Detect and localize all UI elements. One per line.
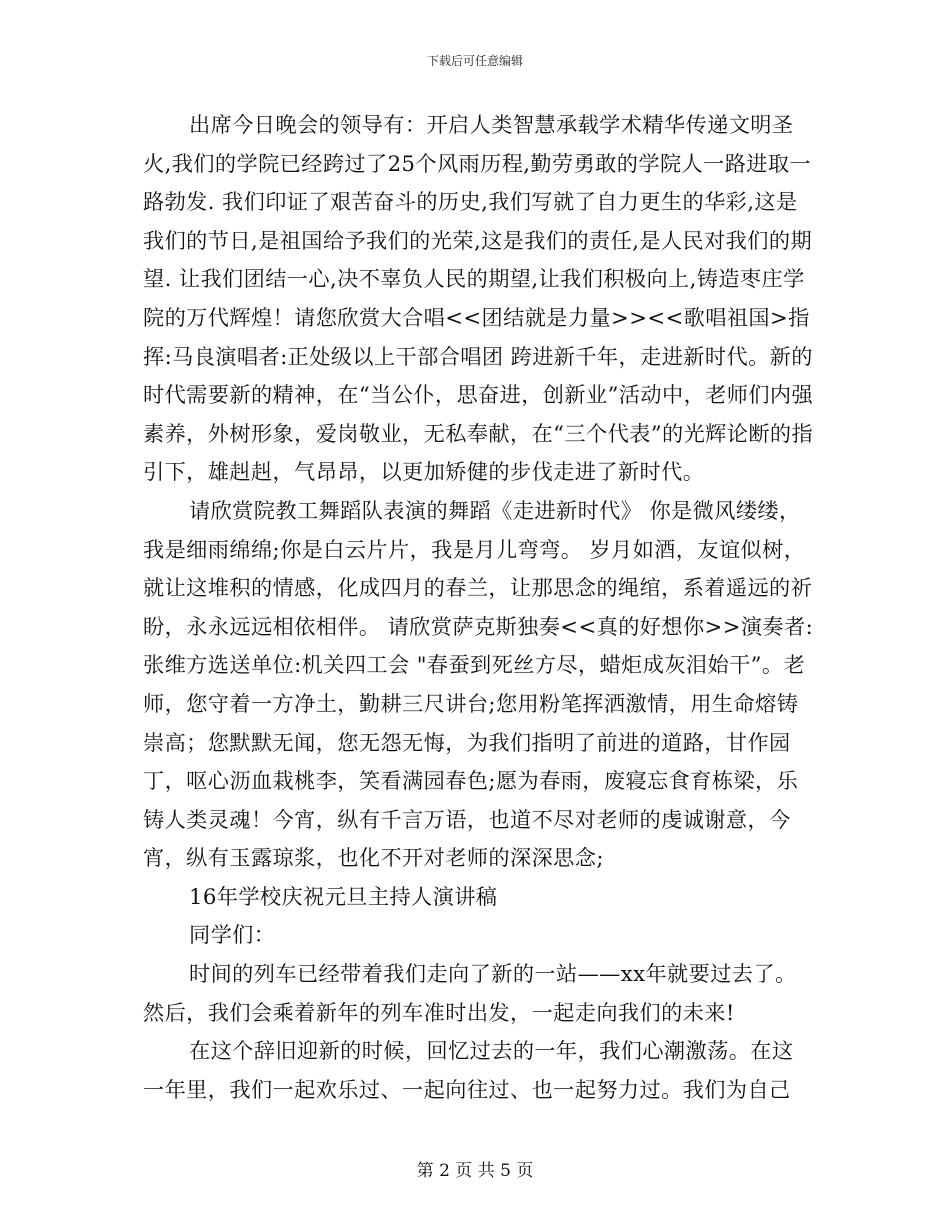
page-footer: 第 2 页 共 5 页	[416, 1161, 534, 1181]
page-header: 下载后可任意编辑	[426, 54, 523, 68]
paragraph-6: 在这个辞旧迎新的时候，回忆过去的一年，我们心潮激荡。在这一年里，我们一起欢乐过、一起向往过、也一起努力过。我们为自己	[143, 1038, 794, 1102]
paragraph-1: 出席今日晚会的领导有：开启人类智慧承载学术精华传递文明圣火,我们的学院已经跨过了25个风雨历程,勤劳勇敢的学院人一路进取一路勃发. 我们印证了艰苦奋斗的历史,我们写就了自力更生的华彩,这是我们的节日,是祖国给予我们的光荣,这是我们的责任,是人民对我们的期望. 让我们团结一心,决不辜负人民的期望,让我们积极向上,铸造枣庄学院的万代辉煌！请您欣赏大合唱<<团结就是力量>><<歌唱祖国>指挥:马良演唱者:正处级以上干部合唱团 跨进新千年，走进新时代。新的时代需要新的精神，在“当公仆，思奋进，创新业”活动中，老师们内强素养，外树形象，爱岗敬业，无私奉献，在“三个代表”的光辉论断的指引下，雄赳赳，气昂昂，以更加矫健的步伐走进了新时代。	[143, 112, 814, 485]
paragraph-5: 时间的列车已经带着我们走向了新的一站——xx年就要过去了。然后，我们会乘着新年的列车准时出发，一起走向我们的未来!	[143, 961, 797, 1025]
document-body	[143, 106, 815, 1109]
paragraph-4: 同学们：	[189, 922, 276, 948]
paragraph-3: 16年学校庆祝元旦主持人演讲稿	[189, 883, 498, 909]
paragraph-2: 请欣赏院教工舞蹈队表演的舞蹈《走进新时代》 你是微风缕缕，我是细雨绵绵;你是白云片片，我是月儿弯弯。 岁月如酒，友谊似树，就让这堆积的情感，化成四月的春兰，让那思念的绳绾，系着遥远的祈盼，永永远远相依相伴。 请欣赏萨克斯独奏<<真的好想你>>演奏者:张维方选送单位:机关四工会 "春蚕到死丝方尽，蜡炬成灰泪始干”。老师，您守着一方净土，勤耕三尺讲台;您用粉笔挥洒激情，用生命熔铸崇高；您默默无闻，您无怨无悔，为我们指明了前进的道路，甘作园丁，呕心沥血栽桃李，笑看满园春色;愿为春雨，废寝忘食育栋梁，乐铸人类灵魂！今宵，纵有千言万语，也道不尽对老师的虔诚谢意，今宵，纵有玉露琼浆，也化不开对老师的深深思念;	[143, 497, 814, 871]
